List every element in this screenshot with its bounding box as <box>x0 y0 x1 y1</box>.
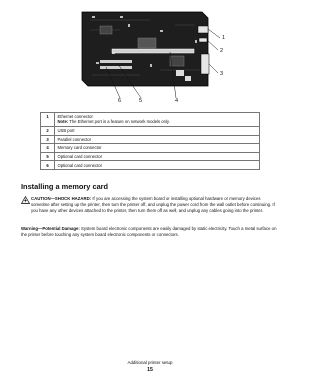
shock-hazard-warning-icon <box>21 196 30 204</box>
table-row <box>41 161 260 170</box>
chip-label <box>185 76 191 81</box>
connector-table <box>40 112 260 170</box>
note-label: Note: <box>57 119 69 125</box>
row-label: Optional card connector <box>55 161 260 170</box>
caution-paragraph <box>31 196 279 215</box>
row-number: 6 <box>41 161 55 170</box>
footer-section-title: Additional printer setup <box>127 360 173 365</box>
usb-port <box>199 38 207 42</box>
chip <box>100 26 112 34</box>
optional-card-connector-1 <box>100 60 132 63</box>
callout-4: 4 <box>175 98 179 104</box>
chip-label <box>176 70 184 76</box>
row-number: 5 <box>41 152 55 161</box>
row-label: Ethernet connector <box>57 114 93 120</box>
caution-text: If you are accessing the system board or installing optional hardware or memory devices sometime after setting up the printer, then turn the printer off, and unplug the power cord from the wall outlet before continuing. If you have any other devices attached to the printer, then turn them off as well, and unplug any cables going into the printer. <box>31 196 275 214</box>
row-note <box>58 119 257 124</box>
chip <box>138 38 156 48</box>
row-label: USB port <box>55 126 260 135</box>
callout-6: 6 <box>118 98 122 104</box>
row-number: 3 <box>41 135 55 144</box>
table-row <box>41 113 260 127</box>
row-label: Optional card connector <box>55 152 260 161</box>
row-number: 1 <box>41 113 55 127</box>
row-description <box>55 113 260 127</box>
caution-label: CAUTION—SHOCK HAZARD: <box>31 196 92 201</box>
row-number: 4 <box>41 144 55 153</box>
callout-3: 3 <box>220 71 224 77</box>
row-label: Memory card connector <box>55 144 260 153</box>
page-number: 15 <box>147 367 153 373</box>
note-text: The Ethernet port is a feature on network models only. <box>69 119 170 125</box>
row-number: 2 <box>41 126 55 135</box>
section-heading: Installing a memory card <box>21 182 109 191</box>
row-label: Parallel connector <box>55 135 260 144</box>
parallel-connector <box>201 54 209 74</box>
warning-text: System board electronic components are easily damaged by static electricity. Touch a metal surface on the printer before touching any system board electronic components or connectors. <box>21 226 277 238</box>
callout-2: 2 <box>220 48 224 54</box>
warning-paragraph <box>21 226 279 238</box>
warning-label: Warning—Potential Damage: <box>21 226 80 231</box>
table-row <box>41 135 260 144</box>
table-row <box>41 126 260 135</box>
system-board-figure <box>0 0 300 110</box>
ethernet-connector <box>198 26 208 33</box>
callout-5: 5 <box>139 98 143 104</box>
chip <box>170 56 184 66</box>
table-row <box>41 152 260 161</box>
table-row <box>41 144 260 153</box>
callout-1: 1 <box>222 35 226 41</box>
memory-card-connector <box>112 49 194 53</box>
system-board-illustration <box>0 0 300 110</box>
optional-card-connector-2 <box>100 66 132 69</box>
